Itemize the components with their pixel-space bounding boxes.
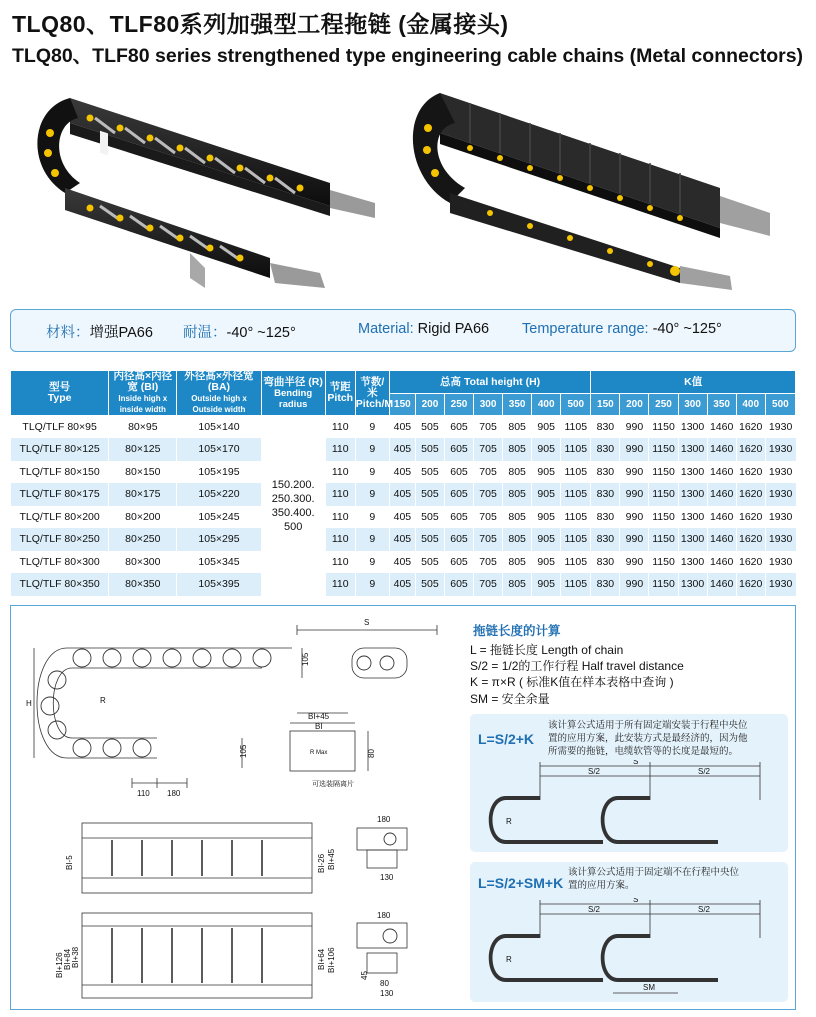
dim-bi126: BI+126 — [55, 952, 64, 978]
cell-k-value: 1300 — [678, 528, 707, 551]
page-title-cn: TLQ80、TLF80系列加强型工程拖链 (金属接头) — [12, 11, 509, 37]
cell-outer: 105×345 — [177, 551, 261, 574]
dim-110: 110 — [137, 789, 150, 798]
cell-type: TLQ/TLF 80×350 — [11, 573, 109, 596]
cell-total-height: 505 — [415, 528, 444, 551]
cell-total-height: 505 — [415, 483, 444, 506]
formula-2-note: 该计算公式适用于固定端不在行程中央位 置的应用方案。 — [568, 867, 740, 891]
cell-k-value: 990 — [620, 438, 649, 461]
cell-total-height: 505 — [415, 438, 444, 461]
height-radius-header: 500 — [561, 394, 591, 416]
cell-total-height: 905 — [532, 438, 561, 461]
diagram1-half-s-b: S/2 — [698, 767, 711, 776]
cell-k-value: 1300 — [678, 573, 707, 596]
table-row — [11, 573, 796, 596]
cell-pitch: 110 — [325, 461, 355, 484]
cell-k-value: 990 — [620, 506, 649, 529]
cell-k-value: 1460 — [707, 528, 736, 551]
table-row — [11, 438, 796, 461]
cell-pitch: 110 — [325, 506, 355, 529]
cell-total-height: 505 — [415, 506, 444, 529]
table-row — [11, 483, 796, 506]
cell-total-height: 1105 — [561, 573, 591, 596]
height-radius-header: 350 — [503, 394, 532, 416]
cell-inner: 80×175 — [109, 483, 177, 506]
dim-105-top: 105 — [301, 652, 310, 666]
diagram2-s: S — [633, 898, 639, 904]
cell-k-value: 830 — [591, 573, 620, 596]
diagram1-half-s-a: S/2 — [588, 767, 601, 776]
cell-total-height: 705 — [474, 573, 503, 596]
calc-s: S/2 = 1/2的工作行程 Half travel distance — [470, 659, 684, 673]
cell-k-value: 1620 — [736, 461, 765, 484]
cell-outer: 105×220 — [177, 483, 261, 506]
temperature-cn: 耐温：-40° ~125° — [183, 325, 296, 341]
dim-80: 80 — [367, 749, 376, 758]
cell-pitch-per-m: 9 — [355, 461, 389, 484]
cell-total-height: 805 — [503, 528, 532, 551]
cell-total-height: 605 — [444, 461, 473, 484]
cell-total-height: 905 — [532, 506, 561, 529]
cell-k-value: 1930 — [765, 416, 795, 439]
height-radius-header: 250 — [444, 394, 473, 416]
diagram2-half-s-a: S/2 — [588, 905, 601, 914]
cell-k-value: 990 — [620, 528, 649, 551]
dim-130-b: 130 — [380, 989, 394, 998]
cell-k-value: 1300 — [678, 461, 707, 484]
page-title-en: TLQ80、TLF80 series strengthened type engineering cable chains (Metal connectors) — [12, 45, 804, 67]
cell-total-height: 505 — [415, 551, 444, 574]
formula-1: L=S/2+K — [478, 731, 535, 747]
cell-total-height: 805 — [503, 416, 532, 439]
k-radius-header: 350 — [707, 394, 736, 416]
cell-total-height: 705 — [474, 416, 503, 439]
cell-inner: 80×95 — [109, 416, 177, 439]
cell-k-value: 1300 — [678, 438, 707, 461]
cell-type: TLQ/TLF 80×150 — [11, 461, 109, 484]
cell-total-height: 405 — [389, 528, 415, 551]
col-pitch: 节距 Pitch — [325, 371, 355, 416]
cell-type: TLQ/TLF 80×125 — [11, 438, 109, 461]
cell-k-value: 1150 — [649, 416, 678, 439]
cell-k-value: 1150 — [649, 461, 678, 484]
dim-bi45: BI+45 — [308, 712, 330, 721]
cell-total-height: 805 — [503, 461, 532, 484]
cell-k-value: 1930 — [765, 573, 795, 596]
table-row — [11, 461, 796, 484]
cell-pitch-per-m: 9 — [355, 573, 389, 596]
k-radius-header: 500 — [765, 394, 795, 416]
col-outer: 外径高×外径宽 (BA) Outside high x Outside width — [177, 371, 261, 416]
dim-180-c: 180 — [377, 911, 391, 920]
formula-2-diagram — [478, 898, 778, 998]
table-row — [11, 506, 796, 529]
cell-k-value: 1930 — [765, 551, 795, 574]
cell-pitch-per-m: 9 — [355, 506, 389, 529]
diagram2-r: R — [506, 955, 512, 964]
cell-inner: 80×150 — [109, 461, 177, 484]
cell-pitch-per-m: 9 — [355, 438, 389, 461]
cell-pitch-per-m: 9 — [355, 528, 389, 551]
k-radius-header: 200 — [620, 394, 649, 416]
k-radius-header: 250 — [649, 394, 678, 416]
dim-bi38: BI+38 — [71, 946, 80, 968]
cell-pitch: 110 — [325, 416, 355, 439]
cell-k-value: 830 — [591, 416, 620, 439]
cell-total-height: 405 — [389, 573, 415, 596]
cell-total-height: 705 — [474, 506, 503, 529]
col-pitch-per-m: 节数/米 Pitch/M — [355, 371, 389, 416]
col-radius: 弯曲半径 (R) Bending radius — [261, 371, 325, 416]
dim-105-bottom: 105 — [239, 744, 248, 758]
table-row — [11, 551, 796, 574]
dim-bi45-side: BI+45 — [327, 848, 336, 870]
cell-inner: 80×125 — [109, 438, 177, 461]
cell-k-value: 1620 — [736, 551, 765, 574]
cell-k-value: 1300 — [678, 416, 707, 439]
cell-k-value: 1460 — [707, 506, 736, 529]
calc-k: K = π×R ( 标准K值在样本表格中查询 ) — [470, 675, 674, 689]
cell-pitch-per-m: 9 — [355, 416, 389, 439]
diagram2-half-s-b: S/2 — [698, 905, 711, 914]
cell-k-value: 1150 — [649, 438, 678, 461]
cell-total-height: 705 — [474, 528, 503, 551]
cell-k-value: 1930 — [765, 438, 795, 461]
cell-k-value: 1300 — [678, 551, 707, 574]
dim-130-a: 130 — [380, 873, 394, 882]
cell-inner: 80×200 — [109, 506, 177, 529]
cell-k-value: 1930 — [765, 506, 795, 529]
cell-k-value: 990 — [620, 461, 649, 484]
cell-total-height: 605 — [444, 416, 473, 439]
cell-total-height: 705 — [474, 461, 503, 484]
cell-type: TLQ/TLF 80×200 — [11, 506, 109, 529]
cell-k-value: 1460 — [707, 551, 736, 574]
cell-k-value: 1930 — [765, 461, 795, 484]
cell-total-height: 605 — [444, 528, 473, 551]
technical-drawing — [12, 608, 467, 1008]
cell-total-height: 805 — [503, 506, 532, 529]
cell-pitch: 110 — [325, 483, 355, 506]
cell-total-height: 1105 — [561, 506, 591, 529]
cell-k-value: 1460 — [707, 438, 736, 461]
dim-bi5: BI-5 — [65, 855, 74, 870]
cell-total-height: 505 — [415, 416, 444, 439]
chain-photo-open — [30, 78, 395, 298]
diagram2-sm: SM — [643, 983, 655, 992]
cell-total-height: 405 — [389, 438, 415, 461]
cell-k-value: 830 — [591, 461, 620, 484]
cell-total-height: 905 — [532, 483, 561, 506]
calc-l: L = 拖链长度 Length of chain — [470, 643, 624, 657]
cell-total-height: 605 — [444, 438, 473, 461]
cell-k-value: 990 — [620, 483, 649, 506]
height-radius-header: 150 — [389, 394, 415, 416]
cell-k-value: 1150 — [649, 528, 678, 551]
cell-inner: 80×350 — [109, 573, 177, 596]
cell-k-value: 1460 — [707, 461, 736, 484]
formula-1-diagram — [478, 760, 778, 848]
material-cn: 材料：增强PA66 — [46, 325, 153, 341]
dim-80-b: 80 — [380, 979, 389, 988]
cell-total-height: 905 — [532, 461, 561, 484]
cell-total-height: 505 — [415, 461, 444, 484]
cell-total-height: 805 — [503, 573, 532, 596]
cell-outer: 105×395 — [177, 573, 261, 596]
cell-bending-radius: 150.200. 250.300. 350.400. 500 — [261, 416, 325, 596]
cell-k-value: 1300 — [678, 483, 707, 506]
cell-k-value: 1620 — [736, 483, 765, 506]
diagram1-r: R — [506, 817, 512, 826]
material-en: Material: Rigid PA66 — [358, 321, 490, 337]
cell-outer: 105×295 — [177, 528, 261, 551]
cell-total-height: 1105 — [561, 416, 591, 439]
temperature-en: Temperature range: -40° ~125° — [522, 321, 722, 337]
cell-total-height: 405 — [389, 416, 415, 439]
dim-rmax: R Max — [310, 750, 328, 756]
cell-type: TLQ/TLF 80×300 — [11, 551, 109, 574]
height-radius-header: 300 — [474, 394, 503, 416]
cell-inner: 80×250 — [109, 528, 177, 551]
cell-k-value: 830 — [591, 528, 620, 551]
cell-total-height: 805 — [503, 438, 532, 461]
cell-k-value: 1930 — [765, 528, 795, 551]
cell-k-value: 1150 — [649, 506, 678, 529]
cell-k-value: 990 — [620, 416, 649, 439]
dim-180-b: 180 — [377, 815, 391, 824]
cell-k-value: 1620 — [736, 506, 765, 529]
cell-k-value: 1300 — [678, 506, 707, 529]
cell-total-height: 1105 — [561, 438, 591, 461]
col-type: 型号 Type — [11, 371, 109, 416]
cell-type: TLQ/TLF 80×95 — [11, 416, 109, 439]
cell-pitch-per-m: 9 — [355, 483, 389, 506]
formula-2: L=S/2+SM+K — [478, 875, 564, 891]
cell-k-value: 1460 — [707, 483, 736, 506]
col-inner: 内径高×内径宽 (BI) Inside high x inside width — [109, 371, 177, 416]
cell-k-value: 830 — [591, 506, 620, 529]
cell-k-value: 990 — [620, 551, 649, 574]
cell-total-height: 705 — [474, 438, 503, 461]
cell-total-height: 605 — [444, 506, 473, 529]
k-radius-header: 400 — [736, 394, 765, 416]
dim-bi106: BI+106 — [327, 947, 336, 973]
formula-1-note: 该计算公式适用于所有固定端安装于行程中央位 置的应用方案，此安装方式是最经济的，因为他 所需要的拖链，电缆软管等的长度是最短的。 — [548, 720, 748, 757]
cell-total-height: 905 — [532, 528, 561, 551]
cell-total-height: 605 — [444, 573, 473, 596]
diagram1-s: S — [633, 760, 639, 766]
cell-total-height: 1105 — [561, 461, 591, 484]
cell-k-value: 1620 — [736, 416, 765, 439]
cell-total-height: 405 — [389, 506, 415, 529]
cell-total-height: 405 — [389, 461, 415, 484]
cell-type: TLQ/TLF 80×175 — [11, 483, 109, 506]
cell-total-height: 605 — [444, 551, 473, 574]
cell-outer: 105×245 — [177, 506, 261, 529]
cell-total-height: 1105 — [561, 551, 591, 574]
dim-r: R — [100, 696, 106, 705]
cell-k-value: 990 — [620, 573, 649, 596]
cell-total-height: 605 — [444, 483, 473, 506]
cell-total-height: 805 — [503, 483, 532, 506]
cell-pitch: 110 — [325, 528, 355, 551]
k-radius-header: 150 — [591, 394, 620, 416]
cell-total-height: 405 — [389, 483, 415, 506]
cell-k-value: 1930 — [765, 483, 795, 506]
table-row — [11, 416, 796, 439]
dim-bi64: BI+64 — [317, 948, 326, 970]
dim-bi: BI — [315, 722, 323, 731]
dim-bi84: BI+84 — [63, 948, 72, 970]
cell-type: TLQ/TLF 80×250 — [11, 528, 109, 551]
cell-pitch: 110 — [325, 438, 355, 461]
cell-pitch-per-m: 9 — [355, 551, 389, 574]
col-total-height: 总高 Total height (H) — [389, 371, 590, 394]
cell-total-height: 705 — [474, 551, 503, 574]
dim-bi26: BI-26 — [317, 853, 326, 873]
cell-k-value: 830 — [591, 483, 620, 506]
cell-k-value: 830 — [591, 438, 620, 461]
height-radius-header: 400 — [532, 394, 561, 416]
cell-k-value: 830 — [591, 551, 620, 574]
dim-180-a: 180 — [167, 789, 181, 798]
cell-outer: 105×140 — [177, 416, 261, 439]
cell-k-value: 1460 — [707, 416, 736, 439]
chain-photo-closed — [410, 78, 790, 298]
cell-total-height: 505 — [415, 573, 444, 596]
cell-total-height: 1105 — [561, 483, 591, 506]
dim-s: S — [364, 618, 370, 627]
dim-45: 45 — [360, 971, 369, 980]
cell-total-height: 905 — [532, 416, 561, 439]
cell-k-value: 1620 — [736, 528, 765, 551]
cell-k-value: 1150 — [649, 551, 678, 574]
cell-pitch: 110 — [325, 551, 355, 574]
dim-h: H — [26, 699, 32, 708]
table-row — [11, 528, 796, 551]
cell-k-value: 1150 — [649, 573, 678, 596]
calc-sm: SM = 安全余量 — [470, 692, 550, 706]
cell-total-height: 905 — [532, 551, 561, 574]
cell-inner: 80×300 — [109, 551, 177, 574]
spec-table — [10, 370, 796, 596]
cell-total-height: 905 — [532, 573, 561, 596]
cell-outer: 105×195 — [177, 461, 261, 484]
cell-k-value: 1460 — [707, 573, 736, 596]
cell-outer: 105×170 — [177, 438, 261, 461]
col-k-value: K值 — [591, 371, 796, 394]
cell-k-value: 1150 — [649, 483, 678, 506]
cell-total-height: 405 — [389, 551, 415, 574]
k-radius-header: 300 — [678, 394, 707, 416]
cell-total-height: 805 — [503, 551, 532, 574]
cell-k-value: 1620 — [736, 438, 765, 461]
cell-pitch: 110 — [325, 573, 355, 596]
cell-k-value: 1620 — [736, 573, 765, 596]
cell-total-height: 1105 — [561, 528, 591, 551]
calc-title: 拖链长度的计算 — [473, 624, 561, 638]
height-radius-header: 200 — [415, 394, 444, 416]
optional-separator-note: 可选装隔离片 — [312, 781, 354, 788]
cell-total-height: 705 — [474, 483, 503, 506]
